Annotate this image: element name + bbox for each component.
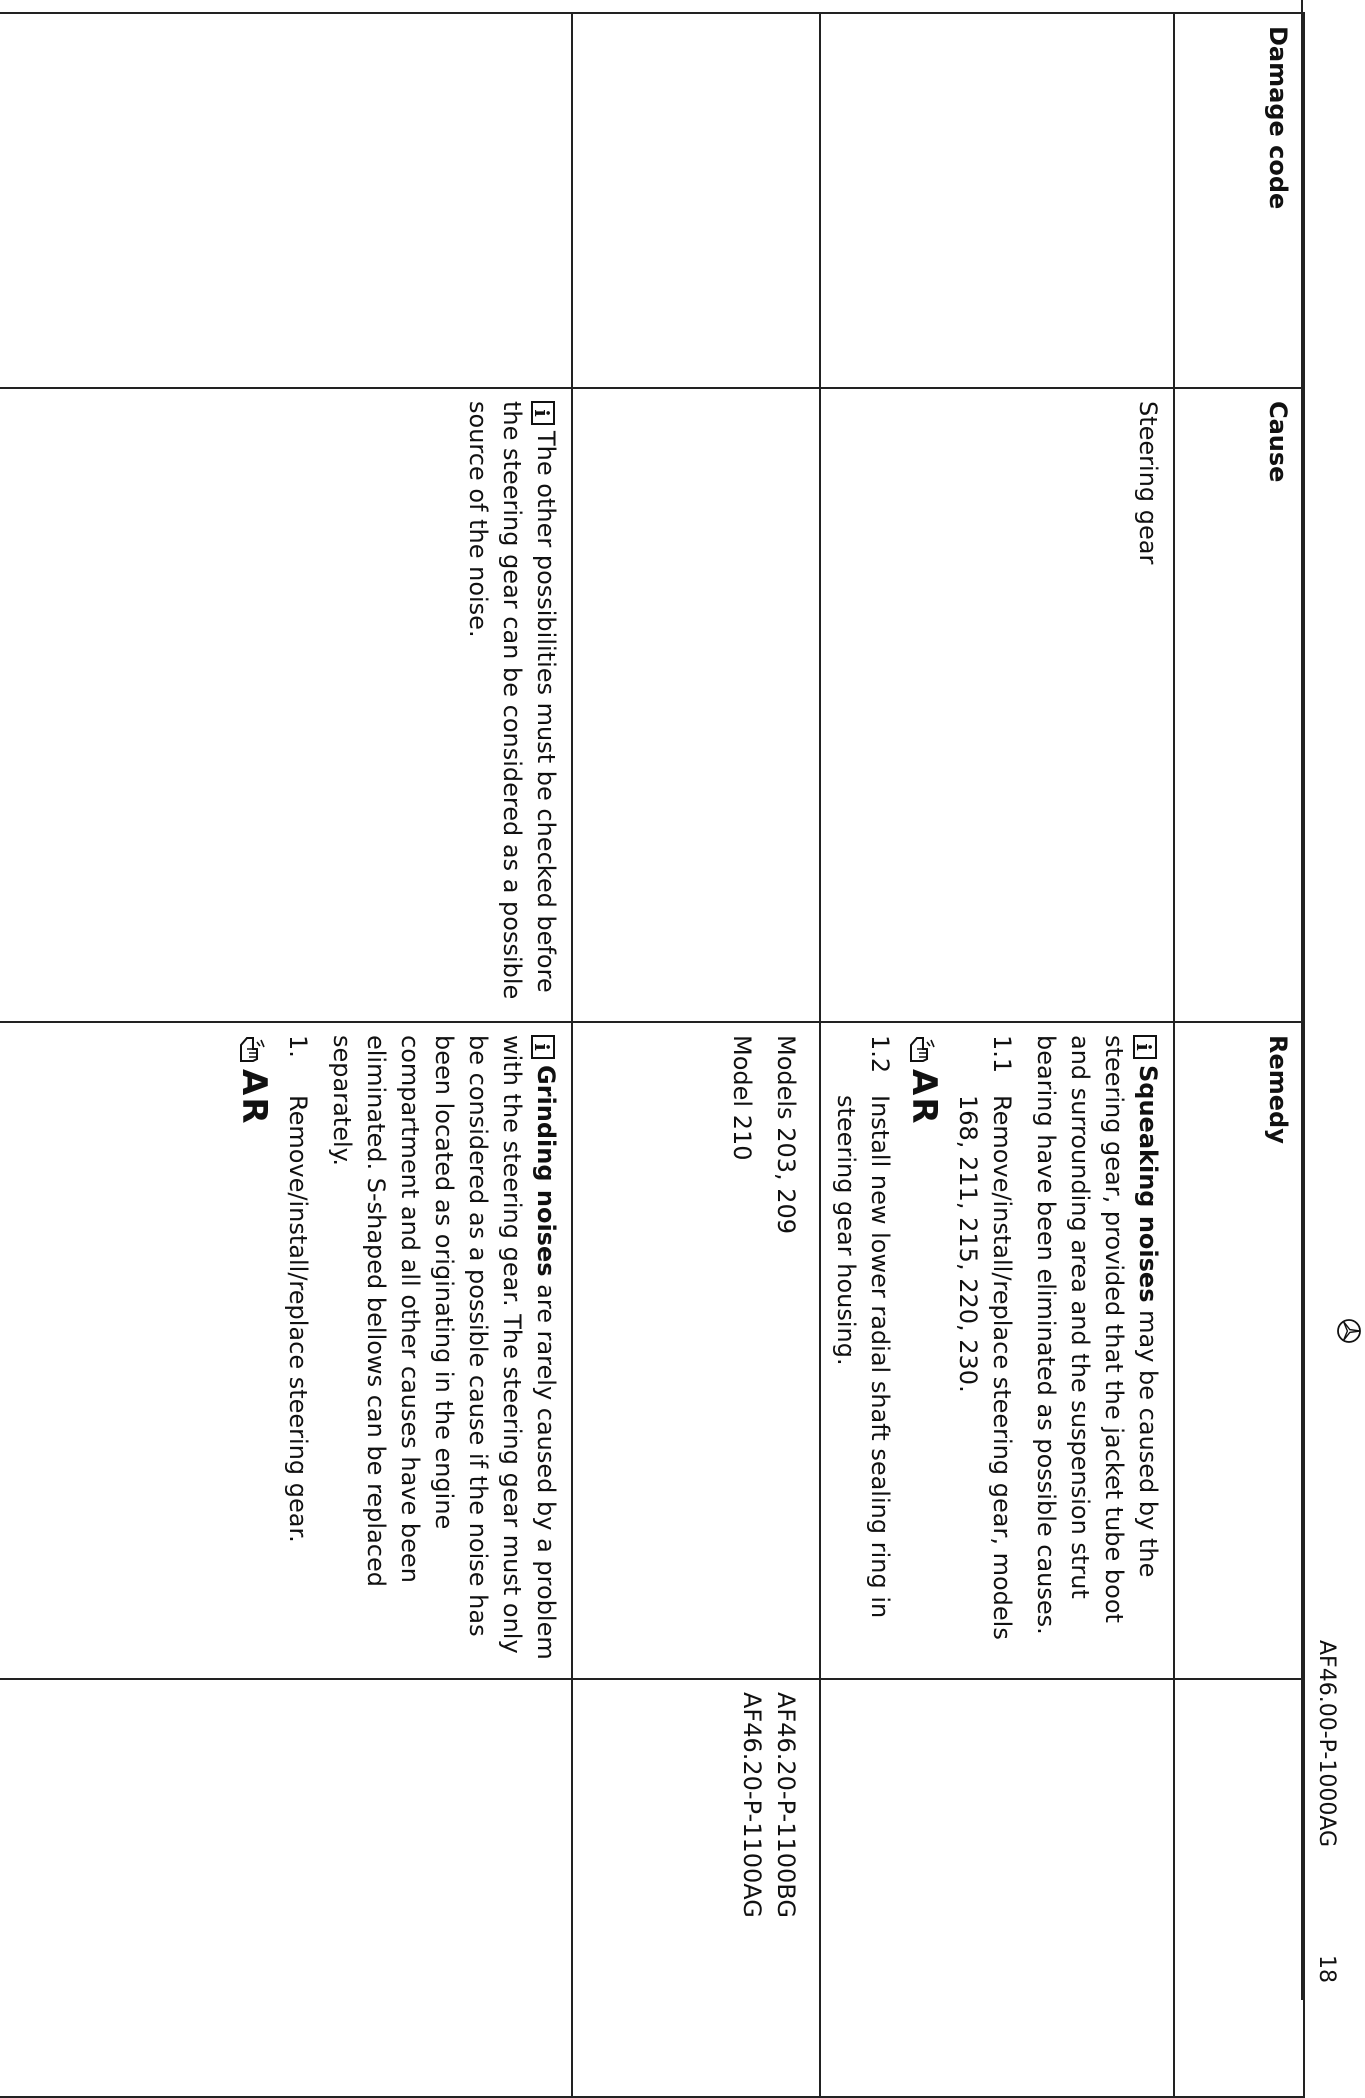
pointing-hand-icon	[237, 1035, 267, 1065]
note-text: may be caused by the steering gear, provided that the jacket tube boot and surrounding area and the suspension strut bearing have been eliminated as possible causes.	[1032, 1035, 1162, 1635]
document-id: AF46.00-P-1000AG	[1314, 1640, 1339, 1848]
pointing-hand-icon	[907, 1035, 937, 1065]
remedy-cell	[820, 1022, 1174, 1679]
cause-cell	[572, 388, 820, 1022]
table-header-row	[1174, 13, 1304, 2097]
column-header-remedy: Remedy	[1174, 1022, 1304, 1679]
remedy-step	[281, 1035, 315, 1666]
column-header-cause: Cause	[1174, 388, 1304, 1022]
reference-link[interactable]: AF46.20-P-1100AG	[738, 1692, 766, 1918]
reference-cell	[0, 1679, 572, 2097]
info-icon: i	[531, 1035, 555, 1059]
reference-cell	[820, 1679, 1174, 2097]
diagnosis-table	[0, 12, 1305, 2098]
ar-reference	[234, 1035, 274, 1666]
damage-code-cell	[820, 13, 1174, 388]
step-number: 1.1	[988, 1035, 1016, 1074]
ar-label: AR	[234, 1069, 274, 1126]
ar-label: AR	[904, 1069, 944, 1126]
damage-code-cell	[0, 13, 572, 388]
page-number: 18	[1314, 1955, 1339, 1983]
table-row	[820, 13, 1174, 2097]
table-row	[572, 13, 820, 2097]
remedy-step	[829, 1035, 897, 1666]
column-header-damage-code: Damage code	[1174, 13, 1304, 388]
info-icon: i	[531, 401, 555, 425]
model-line: Model 210	[728, 1035, 756, 1161]
damage-code-cell	[572, 13, 820, 388]
reference-cell	[572, 1679, 820, 2097]
reference-link[interactable]: AF46.20-P-1100BG	[772, 1692, 800, 1918]
cause-cell	[0, 388, 572, 1022]
info-icon: i	[1133, 1035, 1157, 1059]
column-header-reference	[1174, 1679, 1304, 2097]
step-text: Remove/install/replace steering gear.	[284, 1095, 312, 1543]
note-lead-bold: Grinding noises	[532, 1065, 560, 1277]
remedy-note	[325, 1035, 563, 1666]
remedy-step	[951, 1035, 1019, 1666]
model-line: Models 203, 209	[772, 1035, 800, 1235]
note-lead-bold: Squeaking noises	[1134, 1065, 1162, 1303]
cause-note-text: The other possibilities must be checked before the steering gear can be considered as a possible source of the noise.	[464, 401, 560, 1000]
step-number: 1.	[284, 1035, 312, 1058]
step-text: Remove/install/replace steering gear, models 168, 211, 215, 220, 230.	[954, 1095, 1016, 1640]
ar-reference	[904, 1035, 944, 1666]
remedy-cell	[572, 1022, 820, 1679]
cause-cell: Steering gear	[820, 388, 1174, 1022]
note-text: are rarely caused by a problem with the steering gear. The steering gear must only be considered as a possible cause if the noise has been located as originating in the engine compartment and all other causes have been eliminated. S-shaped bellows can be replaced separately.	[328, 1035, 560, 1660]
remedy-note	[1029, 1035, 1165, 1666]
table-row	[0, 13, 572, 2097]
mercedes-star-icon	[1336, 1318, 1362, 1344]
step-number: 1.2	[866, 1035, 894, 1074]
step-text: Install new lower radial shaft sealing ring in steering gear housing.	[832, 1095, 894, 1619]
remedy-cell	[0, 1022, 572, 1679]
